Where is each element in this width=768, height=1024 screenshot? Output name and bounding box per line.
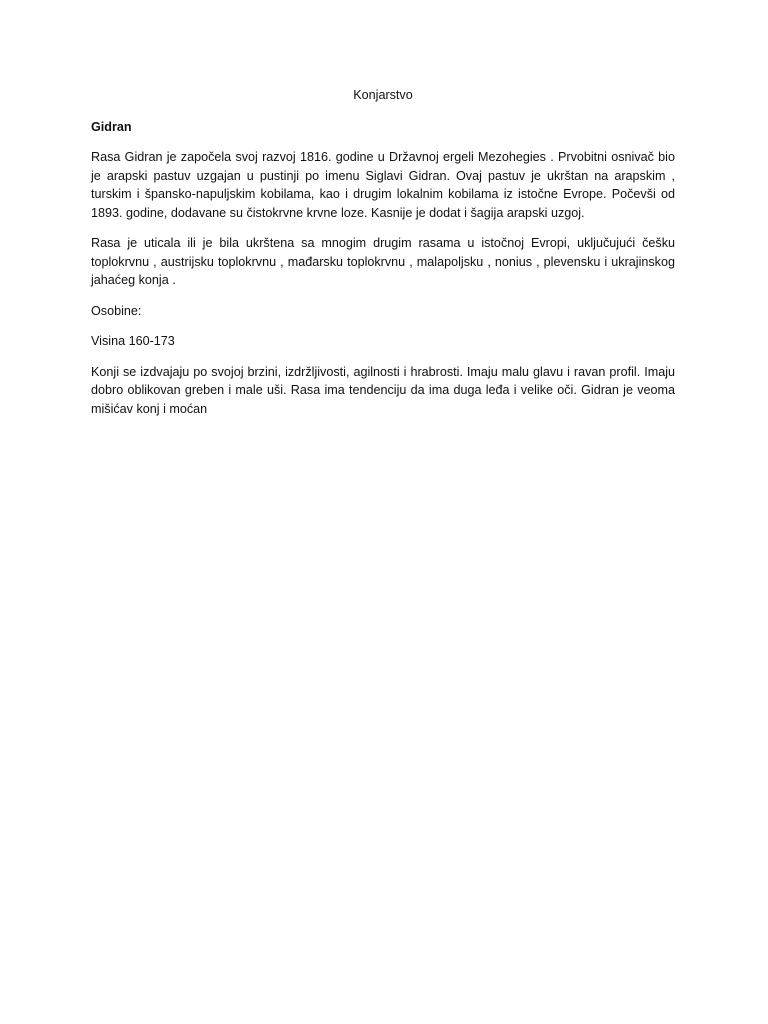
paragraph-history: Rasa Gidran je započela svoj razvoj 1816. godine u Državnoj ergeli Mezohegies . Prvobitni osnivač bio je arapski pastuv uzgajan u pustinji po imenu Siglavi Gidran. Ovaj pastuv je ukrštan na arapskim , turskim i špansko-napuljskim kobilama, kao i drugim lokalnim kobilama iz istočne Evrope. Počevši od 1893. godine, dodavane su čistokrvne krvne loze. Kasnije je dodat i šagija arapski uzgoj. <box>91 150 675 220</box>
paragraph-traits-label: Osobine: <box>91 303 142 318</box>
document-body <box>91 86 675 430</box>
document-title: Konjarstvo <box>353 88 413 102</box>
section-heading: Gidran <box>91 119 132 134</box>
paragraph-influence: Rasa je uticala ili je bila ukrštena sa mnogim drugim rasama u istočnoj Evropi, uključujući češku toplokrvnu , austrijsku toplokrvnu , mađarsku toplokrvnu , malapoljsku , nonius , plevensku i ukrajinskog jahaćeg konja . <box>91 236 675 287</box>
paragraph-height: Visina 160-173 <box>91 334 175 348</box>
paragraph-characteristics: Konji se izdvajaju po svojoj brzini, izdržljivosti, agilnosti i hrabrosti. Imaju malu glavu i ravan profil. Imaju dobro oblikovan greben i male uši. Rasa ima tendenciju da ima duga leđa i velike oči. Gidran je veoma mišićav konj i moćan <box>91 364 675 416</box>
